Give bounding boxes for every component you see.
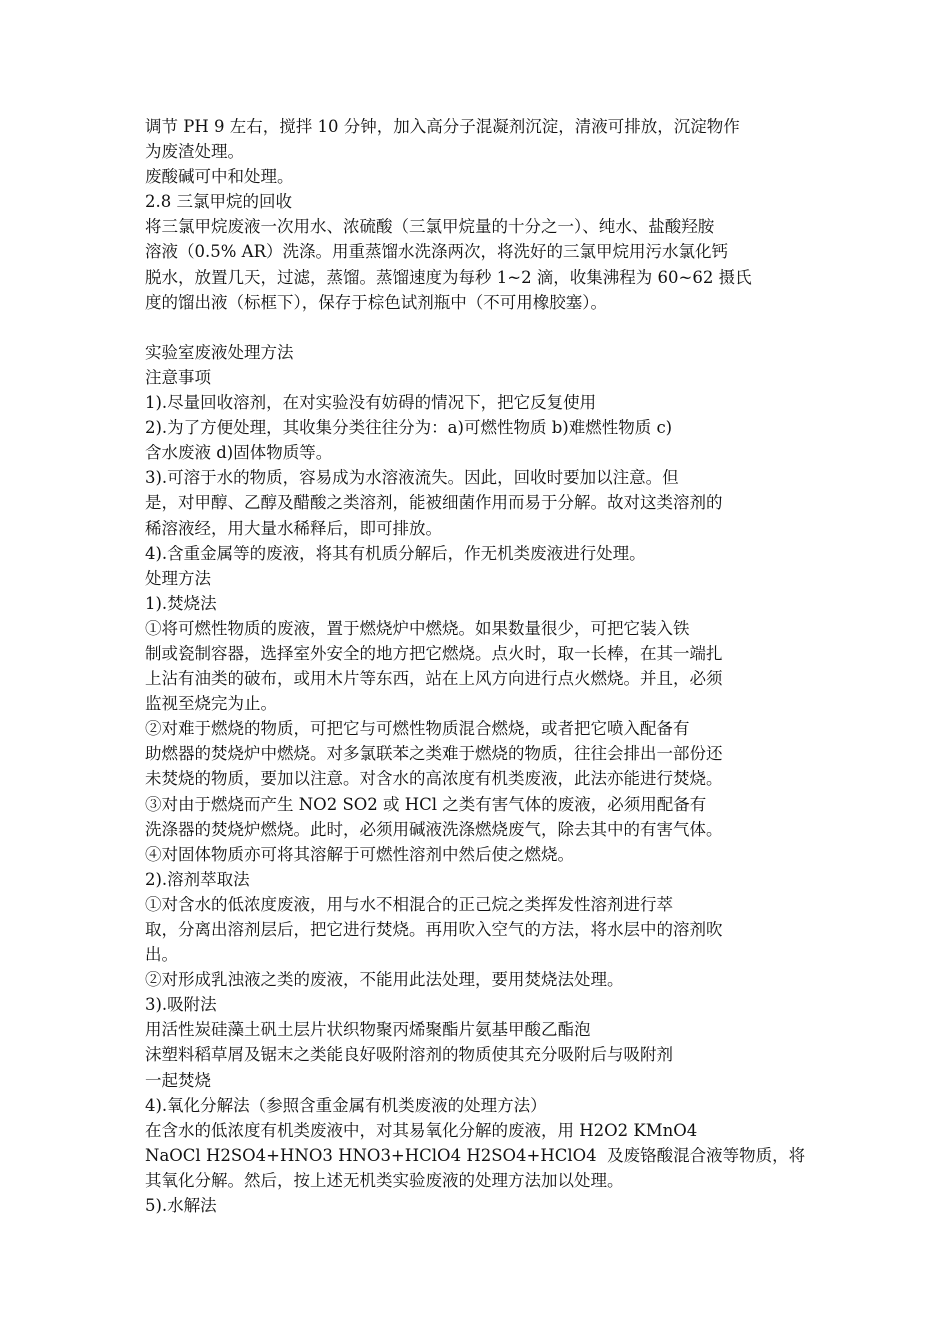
blank-line: [145, 315, 825, 340]
text-line: 3).可溶于水的物质，容易成为水溶液流失。因此，回收时要加以注意。但: [145, 468, 679, 488]
text-line: 4).含重金属等的废液，将其有机质分解后，作无机类废液进行处理。: [145, 543, 646, 563]
text-line: ①将可燃性物质的废液，置于燃烧炉中燃烧。如果数量很少，可把它装入铁: [145, 618, 690, 638]
section-heading: 处理方法: [145, 568, 211, 588]
subsection-heading: 5).水解法: [145, 1196, 217, 1216]
text-line: 未焚烧的物质，要加以注意。对含水的高浓度有机类废液，此法亦能进行焚烧。: [145, 769, 723, 789]
text-line: 取，分离出溶剂层后，把它进行焚烧。再用吹入空气的方法，将水层中的溶剂吹: [145, 920, 723, 939]
text-line: 含水废液 d)固体物质等。: [145, 443, 333, 463]
subsection-heading: 4).氧化分解法（参照含重金属有机类废液的处理方法）: [145, 1095, 547, 1115]
text-line: 助燃器的焚烧炉中燃烧。对多氯联苯之类难于燃烧的物质，往往会排出一部份还: [145, 744, 723, 764]
section-heading: 注意事项: [145, 367, 211, 387]
text-line: ②对难于燃烧的物质，可把它与可燃性物质混合燃烧，或者把它喷入配备有: [145, 719, 690, 739]
text-line: 制或瓷制容器，选择室外安全的地方把它燃烧。点火时，取一长棒，在其一端扎: [145, 643, 723, 663]
text-line: 在含水的低浓度有机类废液中，对其易氧化分解的废液，用 H2O2 KMnO4: [145, 1120, 698, 1140]
text-line: 1).尽量回收溶剂，在对实验没有妨碍的情况下，把它反复使用: [145, 393, 597, 413]
subsection-heading: 1).焚烧法: [145, 593, 217, 613]
text-line: 为废渣处理。: [145, 142, 244, 162]
text-line: 其氧化分解。然后，按上述无机类实验废液的处理方法加以处理。: [145, 1170, 624, 1190]
text-line: 监视至烧完为止。: [145, 694, 277, 714]
text-line: 溶液（0.5% AR）洗涤。用重蒸馏水洗涤两次，将洗好的三氯甲烷用污水氯化钙: [145, 242, 729, 262]
text-line: 废酸碱可中和处理。: [145, 167, 294, 187]
text-line: 一起焚烧: [145, 1070, 211, 1090]
subsection-heading: 3).吸附法: [145, 995, 217, 1015]
text-line: ④对固体物质亦可将其溶解于可燃性溶剂中然后使之燃烧。: [145, 844, 574, 864]
text-line: 用活性炭硅藻土矾土层片状织物聚丙烯聚酯片氨基甲酸乙酯泡: [145, 1020, 591, 1040]
text-line: 稀溶液经，用大量水稀释后，即可排放。: [145, 518, 442, 538]
text-line: 洗涤器的焚烧炉燃烧。此时，必须用碱液洗涤燃烧废气，除去其中的有害气体。: [145, 819, 723, 839]
text-line: 出。: [145, 945, 178, 965]
section-heading: 2.8 三氯甲烷的回收: [145, 192, 292, 212]
text-line: 调节 PH 9 左右，搅拌 10 分钟，加入高分子混凝剂沉淀，清液可排放，沉淀物作: [145, 117, 740, 136]
subsection-heading: 2).溶剂萃取法: [145, 869, 250, 889]
text-line: 是，对甲醇、乙醇及醋酸之类溶剂，能被细菌作用而易于分解。故对这类溶剂的: [145, 493, 723, 513]
text-line: 度的馏出液（标框下），保存于棕色试剂瓶中（不可用橡胶塞）。: [145, 292, 607, 312]
text-line: ①对含水的低浓度废液，用与水不相混合的正己烷之类挥发性溶剂进行萃: [145, 894, 673, 914]
text-line: 2).为了方便处理，其收集分类往往分为：a)可燃性物质 b)难燃性物质 c): [145, 418, 673, 438]
text-line: NaOCl H2SO4+HNO3 HNO3+HClO4 H2SO4+HClO4 及废铬酸混合液等物质，将: [145, 1145, 806, 1165]
document-body: [145, 114, 825, 1218]
text-line: 将三氯甲烷废液一次用水、浓硫酸（三氯甲烷量的十分之一）、纯水、盐酸羟胺: [145, 217, 715, 237]
text-line: 脱水，放置几天，过滤，蒸馏。蒸馏速度为每秒 1~2 滴，收集沸程为 60~62 摄氏: [145, 267, 752, 287]
document-title: 实验室废液处理方法: [145, 342, 294, 362]
text-line: 沫塑料稻草屑及锯末之类能良好吸附溶剂的物质使其充分吸附后与吸附剂: [145, 1045, 673, 1065]
text-line: ②对形成乳浊液之类的废液，不能用此法处理，要用焚烧法处理。: [145, 970, 624, 990]
text-line: ③对由于燃烧而产生 NO2 SO2 或 HCl 之类有害气体的废液，必须用配备有: [145, 794, 707, 814]
text-line: 上沾有油类的破布，或用木片等东西，站在上风方向进行点火燃烧。并且，必须: [145, 669, 723, 689]
